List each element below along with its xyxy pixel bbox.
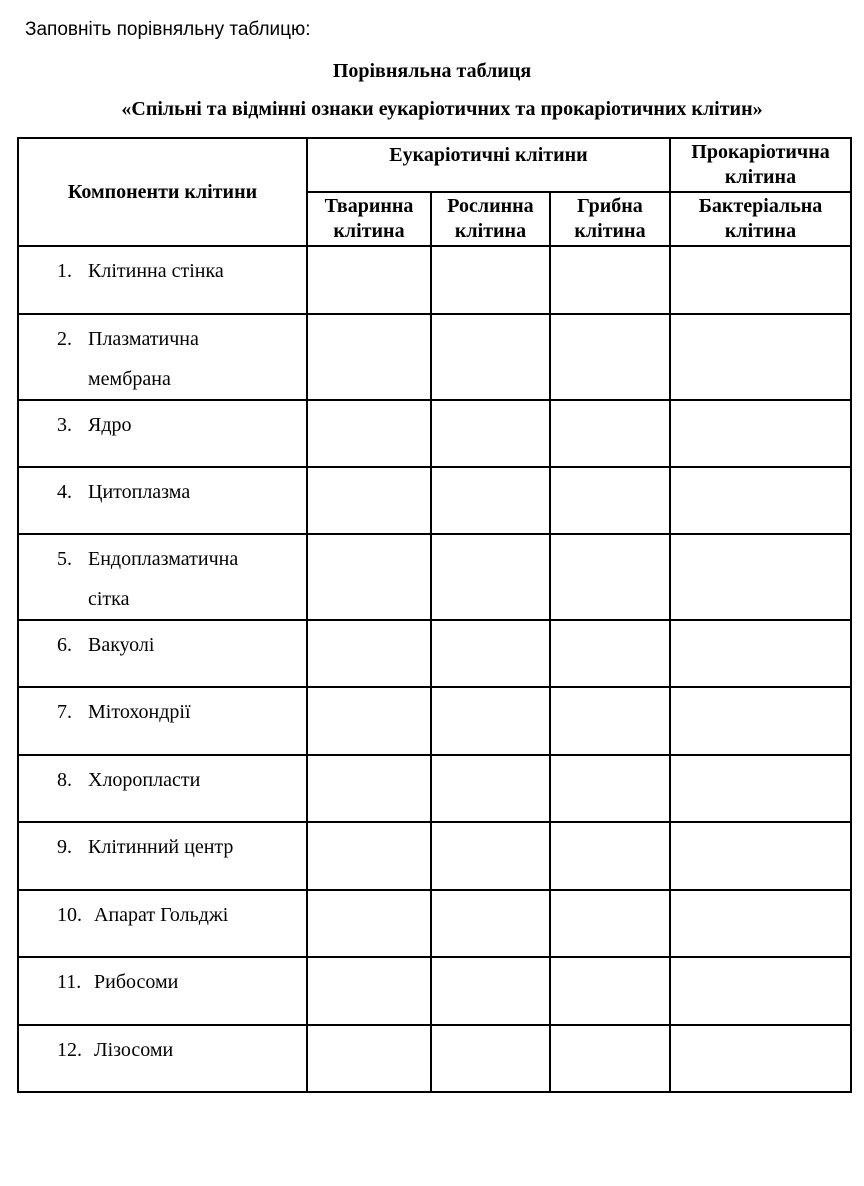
component-cell (18, 620, 307, 687)
component-cell (18, 755, 307, 822)
answer-cell-fungal[interactable] (550, 467, 670, 534)
row-number: 1. (57, 260, 72, 282)
answer-cell-bacterial[interactable] (670, 1025, 851, 1092)
answer-cell-fungal[interactable] (550, 957, 670, 1025)
answer-cell-bacterial[interactable] (670, 534, 851, 620)
document-subtitle: «Спільні та відмінні ознаки еукаріотичних та прокаріотичних клітин» (121, 98, 763, 120)
comparison-table (17, 137, 852, 1093)
answer-cell-bacterial[interactable] (670, 755, 851, 822)
header-components: Компоненти клітини (18, 138, 307, 246)
answer-cell-plant[interactable] (431, 246, 550, 314)
answer-cell-plant[interactable] (431, 822, 550, 890)
row-number: 8. (57, 769, 72, 791)
answer-cell-plant[interactable] (431, 957, 550, 1025)
row-number: 10. (57, 904, 82, 926)
answer-cell-bacterial[interactable] (670, 400, 851, 467)
row-number: 7. (57, 701, 72, 723)
table-row (18, 890, 851, 957)
answer-cell-animal[interactable] (307, 534, 431, 620)
table-row (18, 534, 851, 620)
answer-cell-plant[interactable] (431, 1025, 550, 1092)
answer-cell-animal[interactable] (307, 246, 431, 314)
answer-cell-bacterial[interactable] (670, 246, 851, 314)
answer-cell-bacterial[interactable] (670, 620, 851, 687)
table-row (18, 314, 851, 400)
component-cell (18, 400, 307, 467)
answer-cell-bacterial[interactable] (670, 467, 851, 534)
answer-cell-plant[interactable] (431, 467, 550, 534)
component-cell (18, 957, 307, 1025)
subheader-animal: Тваринна клітина (307, 192, 431, 246)
answer-cell-fungal[interactable] (550, 534, 670, 620)
answer-cell-bacterial[interactable] (670, 687, 851, 755)
answer-cell-animal[interactable] (307, 687, 431, 755)
answer-cell-plant[interactable] (431, 755, 550, 822)
row-number: 5. (57, 548, 72, 570)
component-label: Ендоплазматична сітка (88, 548, 239, 610)
row-number: 6. (57, 634, 72, 656)
subheader-plant: Рослинна клітина (431, 192, 550, 246)
answer-cell-animal[interactable] (307, 1025, 431, 1092)
component-label: Мітохондрії (88, 701, 191, 723)
subheader-bacterial: Бактеріальна клітина (670, 192, 851, 246)
answer-cell-fungal[interactable] (550, 687, 670, 755)
answer-cell-plant[interactable] (431, 890, 550, 957)
answer-cell-plant[interactable] (431, 534, 550, 620)
document-title: Порівняльна таблиця (332, 60, 532, 82)
answer-cell-fungal[interactable] (550, 1025, 670, 1092)
row-number: 3. (57, 414, 72, 436)
table-row (18, 957, 851, 1025)
component-cell (18, 822, 307, 890)
table-row (18, 620, 851, 687)
component-cell (18, 467, 307, 534)
component-label: Цитоплазма (88, 481, 191, 503)
component-label: Лізосоми (94, 1039, 174, 1061)
component-cell (18, 246, 307, 314)
answer-cell-animal[interactable] (307, 755, 431, 822)
answer-cell-bacterial[interactable] (670, 890, 851, 957)
answer-cell-plant[interactable] (431, 314, 550, 400)
answer-cell-bacterial[interactable] (670, 957, 851, 1025)
table-row (18, 755, 851, 822)
table-row (18, 822, 851, 890)
row-number: 12. (57, 1039, 82, 1061)
answer-cell-fungal[interactable] (550, 314, 670, 400)
component-label: Клітинна стінка (88, 260, 224, 282)
component-label: Вакуолі (88, 634, 155, 656)
component-label: Ядро (88, 414, 132, 436)
answer-cell-fungal[interactable] (550, 246, 670, 314)
component-label: Хлоропласти (88, 769, 201, 791)
answer-cell-animal[interactable] (307, 467, 431, 534)
component-cell (18, 1025, 307, 1092)
row-number: 4. (57, 481, 72, 503)
row-number: 9. (57, 836, 72, 858)
answer-cell-plant[interactable] (431, 620, 550, 687)
table-row (18, 687, 851, 755)
instruction-text: Заповніть порівняльну таблицю: (25, 19, 311, 40)
answer-cell-bacterial[interactable] (670, 314, 851, 400)
answer-cell-animal[interactable] (307, 890, 431, 957)
answer-cell-plant[interactable] (431, 400, 550, 467)
answer-cell-animal[interactable] (307, 957, 431, 1025)
component-label: Апарат Гольджі (94, 904, 229, 926)
row-number: 11. (57, 971, 82, 993)
answer-cell-animal[interactable] (307, 400, 431, 467)
answer-cell-animal[interactable] (307, 314, 431, 400)
component-cell (18, 687, 307, 755)
answer-cell-fungal[interactable] (550, 822, 670, 890)
component-cell (18, 314, 307, 400)
component-label: Плазматична мембрана (88, 328, 199, 390)
answer-cell-fungal[interactable] (550, 620, 670, 687)
table-row (18, 400, 851, 467)
component-cell (18, 890, 307, 957)
answer-cell-animal[interactable] (307, 620, 431, 687)
answer-cell-plant[interactable] (431, 687, 550, 755)
table-row (18, 467, 851, 534)
component-label: Клітинний центр (88, 836, 234, 858)
answer-cell-fungal[interactable] (550, 890, 670, 957)
answer-cell-bacterial[interactable] (670, 822, 851, 890)
row-number: 2. (57, 328, 72, 350)
answer-cell-animal[interactable] (307, 822, 431, 890)
header-eukaryotic: Еукаріотичні клітини (307, 138, 670, 192)
answer-cell-fungal[interactable] (550, 755, 670, 822)
header-prokaryotic: Прокаріотична клітина (670, 138, 851, 192)
answer-cell-fungal[interactable] (550, 400, 670, 467)
table-row (18, 246, 851, 314)
component-label: Рибосоми (94, 971, 179, 993)
subheader-fungal: Грибна клітина (550, 192, 670, 246)
table-row (18, 1025, 851, 1092)
component-cell (18, 534, 307, 620)
